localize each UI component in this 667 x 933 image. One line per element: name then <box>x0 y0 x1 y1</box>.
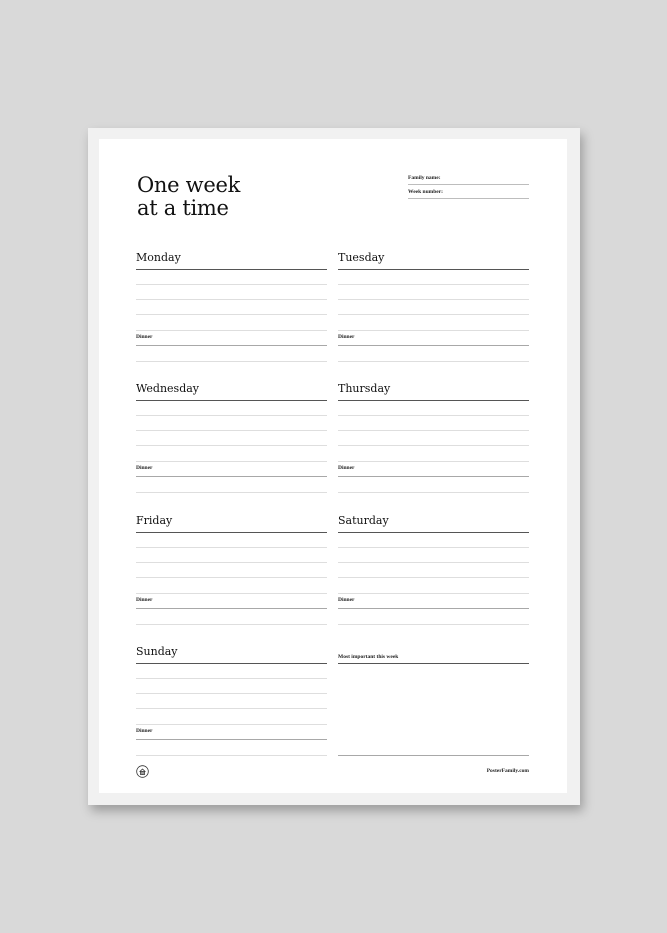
writing-line[interactable] <box>338 415 529 416</box>
writing-line[interactable] <box>338 547 529 548</box>
day-rule <box>338 269 529 270</box>
day-label-monday: Monday <box>136 251 181 264</box>
day-block-sunday <box>136 645 327 757</box>
dinner-line[interactable] <box>338 345 529 346</box>
day-block-thursday <box>338 382 529 494</box>
important-bottom-line[interactable] <box>338 755 529 756</box>
writing-line[interactable] <box>136 445 327 446</box>
writing-line[interactable] <box>136 593 327 594</box>
day-rule <box>338 532 529 533</box>
dinner-label-monday: Dinner <box>136 334 153 340</box>
dinner-label-tuesday: Dinner <box>338 334 355 340</box>
planner-title <box>137 174 240 220</box>
week-number-label: Week number: <box>408 189 443 195</box>
writing-line[interactable] <box>136 461 327 462</box>
day-rule <box>136 400 327 401</box>
writing-line[interactable] <box>136 492 327 493</box>
dinner-label-sunday: Dinner <box>136 728 153 734</box>
writing-line[interactable] <box>136 708 327 709</box>
writing-line[interactable] <box>338 577 529 578</box>
writing-line[interactable] <box>136 284 327 285</box>
writing-line[interactable] <box>338 361 529 362</box>
day-block-saturday <box>338 514 529 626</box>
day-label-sunday: Sunday <box>136 645 178 658</box>
writing-line[interactable] <box>338 461 529 462</box>
dinner-label-thursday: Dinner <box>338 465 355 471</box>
dinner-label-saturday: Dinner <box>338 597 355 603</box>
writing-line[interactable] <box>338 330 529 331</box>
day-label-tuesday: Tuesday <box>338 251 385 264</box>
day-rule <box>136 663 327 664</box>
writing-line[interactable] <box>136 577 327 578</box>
family-name-field[interactable] <box>408 172 529 185</box>
dinner-line[interactable] <box>338 608 529 609</box>
dinner-line[interactable] <box>136 476 327 477</box>
writing-line[interactable] <box>136 547 327 548</box>
dinner-line[interactable] <box>136 608 327 609</box>
day-block-friday <box>136 514 327 626</box>
writing-line[interactable] <box>338 430 529 431</box>
writing-line[interactable] <box>136 299 327 300</box>
writing-line[interactable] <box>136 330 327 331</box>
important-rule <box>338 663 529 664</box>
writing-line[interactable] <box>338 624 529 625</box>
writing-line[interactable] <box>136 755 327 756</box>
writing-line[interactable] <box>136 678 327 679</box>
day-label-saturday: Saturday <box>338 514 389 527</box>
day-block-tuesday <box>338 251 529 363</box>
day-rule <box>136 269 327 270</box>
important-block <box>338 645 529 757</box>
writing-line[interactable] <box>136 314 327 315</box>
writing-line[interactable] <box>136 624 327 625</box>
dinner-line[interactable] <box>136 345 327 346</box>
writing-line[interactable] <box>338 445 529 446</box>
title-line-2: at a time <box>137 196 229 220</box>
footer-url[interactable]: PosterFamily.com <box>486 768 529 774</box>
day-rule <box>136 532 327 533</box>
day-label-wednesday: Wednesday <box>136 382 200 395</box>
day-label-friday: Friday <box>136 514 173 527</box>
writing-line[interactable] <box>338 299 529 300</box>
dinner-line[interactable] <box>338 476 529 477</box>
writing-line[interactable] <box>136 693 327 694</box>
writing-line[interactable] <box>338 562 529 563</box>
day-block-wednesday <box>136 382 327 494</box>
dinner-line[interactable] <box>136 739 327 740</box>
writing-line[interactable] <box>136 724 327 725</box>
day-rule <box>338 400 529 401</box>
writing-line[interactable] <box>338 593 529 594</box>
writing-line[interactable] <box>338 284 529 285</box>
week-number-field[interactable] <box>408 186 529 199</box>
writing-line[interactable] <box>338 492 529 493</box>
writing-line[interactable] <box>136 430 327 431</box>
important-label: Most important this week <box>338 654 399 660</box>
writing-line[interactable] <box>136 562 327 563</box>
dinner-label-wednesday: Dinner <box>136 465 153 471</box>
writing-line[interactable] <box>136 415 327 416</box>
house-circle-icon <box>136 765 149 778</box>
day-block-monday <box>136 251 327 363</box>
family-name-label: Family name: <box>408 175 441 181</box>
day-label-thursday: Thursday <box>338 382 391 395</box>
title-line-1: One week <box>137 173 240 197</box>
dinner-label-friday: Dinner <box>136 597 153 603</box>
writing-line[interactable] <box>338 314 529 315</box>
writing-line[interactable] <box>136 361 327 362</box>
planner-sheet <box>99 139 567 793</box>
